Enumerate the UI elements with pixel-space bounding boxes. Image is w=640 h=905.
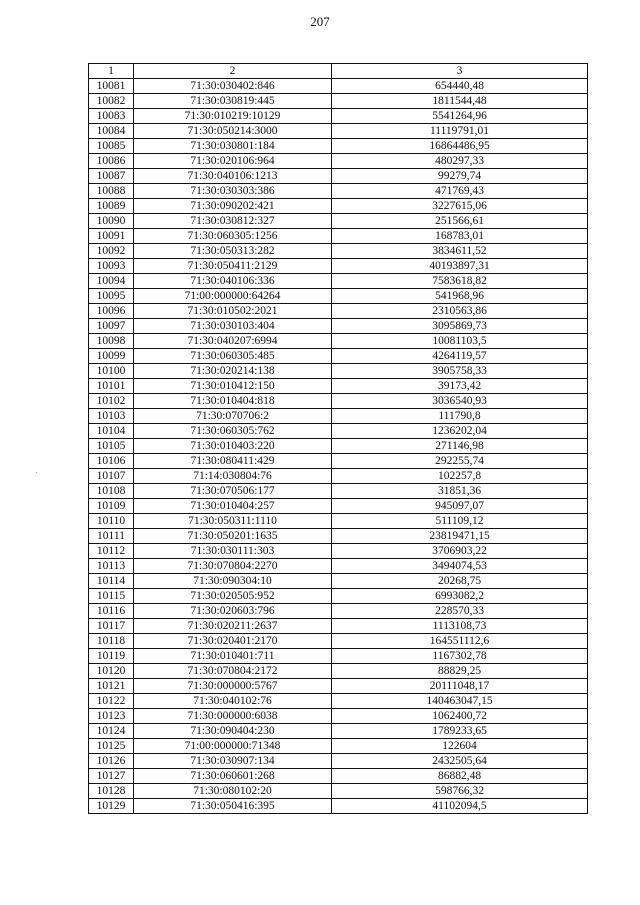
value-cell: 3706903,22 [332,544,588,559]
value-cell: 1789233,65 [332,724,588,739]
table-row [89,319,588,334]
column-header-1: 1 [89,64,134,79]
cadastral-number-cell: 71:30:070804:2172 [134,664,332,679]
table-row [89,604,588,619]
value-cell: 654440,48 [332,79,588,94]
row-number-cell: 10102 [89,394,134,409]
table-row [89,754,588,769]
table-row [89,484,588,499]
table-row [89,94,588,109]
value-cell: 3905758,33 [332,364,588,379]
value-cell: 16864486,95 [332,139,588,154]
table-row [89,289,588,304]
value-cell: 140463047,15 [332,694,588,709]
cadastral-number-cell: 71:30:090304:10 [134,574,332,589]
row-number-cell: 10085 [89,139,134,154]
value-cell: 41102094,5 [332,799,588,814]
value-cell: 6993082,2 [332,589,588,604]
row-number-cell: 10121 [89,679,134,694]
row-number-cell: 10123 [89,709,134,724]
row-number-cell: 10107 [89,469,134,484]
row-number-cell: 10128 [89,784,134,799]
table-row [89,394,588,409]
cadastral-number-cell: 71:30:050416:395 [134,799,332,814]
value-cell: 31851,36 [332,484,588,499]
value-cell: 2310563,86 [332,304,588,319]
value-cell: 1236202,04 [332,424,588,439]
row-number-cell: 10120 [89,664,134,679]
cadastral-number-cell: 71:30:050311:1110 [134,514,332,529]
table-row [89,724,588,739]
table-row [89,679,588,694]
value-cell: 40193897,31 [332,259,588,274]
cadastral-number-cell: 71:30:000000:5767 [134,679,332,694]
row-number-cell: 10106 [89,454,134,469]
table-row [89,139,588,154]
value-cell: 598766,32 [332,784,588,799]
table-row [89,274,588,289]
cadastral-number-cell: 71:30:010403:220 [134,439,332,454]
value-cell: 99279,74 [332,169,588,184]
cadastral-number-cell: 71:30:060305:1256 [134,229,332,244]
table-row [89,364,588,379]
cadastral-number-cell: 71:30:040102:76 [134,694,332,709]
row-number-cell: 10117 [89,619,134,634]
value-cell: 39173,42 [332,379,588,394]
value-cell: 1062400,72 [332,709,588,724]
cadastral-number-cell: 71:30:030402:846 [134,79,332,94]
value-cell: 86882,48 [332,769,588,784]
table-row [89,169,588,184]
cadastral-number-cell: 71:30:000000:6038 [134,709,332,724]
row-number-cell: 10108 [89,484,134,499]
value-cell: 20268,75 [332,574,588,589]
cadastral-number-cell: 71:00:000000:64264 [134,289,332,304]
table-row [89,784,588,799]
table-header-row [89,64,588,79]
table-row [89,439,588,454]
cadastral-number-cell: 71:30:060601:268 [134,769,332,784]
table-row [89,379,588,394]
value-cell: 3036540,93 [332,394,588,409]
cadastral-number-cell: 71:30:020505:952 [134,589,332,604]
cadastral-number-cell: 71:30:030907:134 [134,754,332,769]
row-number-cell: 10124 [89,724,134,739]
cadastral-number-cell: 71:30:080411:429 [134,454,332,469]
cadastral-number-cell: 71:30:050214:3000 [134,124,332,139]
row-number-cell: 10091 [89,229,134,244]
value-cell: 3227615,06 [332,199,588,214]
table-row [89,349,588,364]
value-cell: 480297,33 [332,154,588,169]
table-row [89,184,588,199]
table-row [89,769,588,784]
value-cell: 11119791,01 [332,124,588,139]
value-cell: 271146,98 [332,439,588,454]
cadastral-number-cell: 71:30:060305:762 [134,424,332,439]
value-cell: 164551112,6 [332,634,588,649]
row-number-cell: 10092 [89,244,134,259]
value-cell: 1113108,73 [332,619,588,634]
table-row [89,694,588,709]
row-number-cell: 10125 [89,739,134,754]
value-cell: 228570,33 [332,604,588,619]
table-row [89,454,588,469]
row-number-cell: 10100 [89,364,134,379]
cadastral-number-cell: 71:30:020211:2637 [134,619,332,634]
page-number: 207 [310,14,330,29]
row-number-cell: 10087 [89,169,134,184]
value-cell: 1167302,78 [332,649,588,664]
row-number-cell: 10118 [89,634,134,649]
value-cell: 292255,74 [332,454,588,469]
cadastral-number-cell: 71:30:050313:282 [134,244,332,259]
cadastral-number-cell: 71:30:090202:421 [134,199,332,214]
cadastral-number-cell: 71:14:030804:76 [134,469,332,484]
row-number-cell: 10101 [89,379,134,394]
column-header-3: 3 [332,64,588,79]
cadastral-number-cell: 71:30:040106:336 [134,274,332,289]
row-number-cell: 10119 [89,649,134,664]
table-row [89,799,588,814]
table-row [89,424,588,439]
row-number-cell: 10114 [89,574,134,589]
table-row [89,124,588,139]
value-cell: 3095869,73 [332,319,588,334]
cadastral-number-cell: 71:30:030111:303 [134,544,332,559]
row-number-cell: 10096 [89,304,134,319]
value-cell: 251566,61 [332,214,588,229]
row-number-cell: 10097 [89,319,134,334]
value-cell: 541968,96 [332,289,588,304]
cadastral-number-cell: 71:30:010404:818 [134,394,332,409]
table-row [89,499,588,514]
scan-speck [36,472,37,473]
table-row [89,469,588,484]
cadastral-number-cell: 71:30:010502:2021 [134,304,332,319]
table-row [89,199,588,214]
value-cell: 122604 [332,739,588,754]
table-row [89,574,588,589]
table-row [89,739,588,754]
table-row [89,664,588,679]
table-row [89,304,588,319]
cadastral-number-cell: 71:30:030819:445 [134,94,332,109]
cadastral-number-cell: 71:30:070804:2270 [134,559,332,574]
cadastral-number-cell: 71:30:010404:257 [134,499,332,514]
table-row [89,544,588,559]
row-number-cell: 10122 [89,694,134,709]
row-number-cell: 10093 [89,259,134,274]
value-cell: 168783,01 [332,229,588,244]
cadastral-number-cell: 71:30:050201:1635 [134,529,332,544]
table-row [89,649,588,664]
value-cell: 5541264,96 [332,109,588,124]
table-row [89,619,588,634]
cadastral-number-cell: 71:30:020106:964 [134,154,332,169]
table-row [89,109,588,124]
table-row [89,229,588,244]
row-number-cell: 10112 [89,544,134,559]
cadastral-number-cell: 71:30:020603:796 [134,604,332,619]
value-cell: 111790,8 [332,409,588,424]
table-row [89,409,588,424]
row-number-cell: 10089 [89,199,134,214]
table-row [89,259,588,274]
value-cell: 511109,12 [332,514,588,529]
value-cell: 3834611,52 [332,244,588,259]
table-row [89,214,588,229]
cadastral-number-cell: 71:30:060305:485 [134,349,332,364]
cadastral-number-cell: 71:30:040207:6994 [134,334,332,349]
value-cell: 7583618,82 [332,274,588,289]
row-number-cell: 10116 [89,604,134,619]
cadastral-number-cell: 71:30:020214:138 [134,364,332,379]
table-row [89,709,588,724]
cadastral-number-cell: 71:30:030812:327 [134,214,332,229]
value-cell: 20111048,17 [332,679,588,694]
row-number-cell: 10090 [89,214,134,229]
cadastral-number-cell: 71:30:050411:2129 [134,259,332,274]
row-number-cell: 10113 [89,559,134,574]
row-number-cell: 10103 [89,409,134,424]
data-table [88,63,588,814]
table-body [89,79,588,814]
value-cell: 945097,07 [332,499,588,514]
row-number-cell: 10105 [89,439,134,454]
table-row [89,334,588,349]
value-cell: 88829,25 [332,664,588,679]
row-number-cell: 10094 [89,274,134,289]
row-number-cell: 10083 [89,109,134,124]
value-cell: 102257,8 [332,469,588,484]
row-number-cell: 10081 [89,79,134,94]
cadastral-number-cell: 71:30:020401:2170 [134,634,332,649]
row-number-cell: 10086 [89,154,134,169]
value-cell: 10081103,5 [332,334,588,349]
cadastral-number-cell: 71:30:010401:711 [134,649,332,664]
value-cell: 23819471,15 [332,529,588,544]
row-number-cell: 10104 [89,424,134,439]
column-header-2: 2 [134,64,332,79]
row-number-cell: 10109 [89,499,134,514]
cadastral-number-cell: 71:30:010412:150 [134,379,332,394]
value-cell: 471769,43 [332,184,588,199]
row-number-cell: 10127 [89,769,134,784]
value-cell: 1811544,48 [332,94,588,109]
cadastral-number-cell: 71:30:090404:230 [134,724,332,739]
row-number-cell: 10110 [89,514,134,529]
row-number-cell: 10098 [89,334,134,349]
table-row [89,634,588,649]
table-row [89,589,588,604]
cadastral-number-cell: 71:30:030303:386 [134,184,332,199]
row-number-cell: 10111 [89,529,134,544]
cadastral-number-cell: 71:30:040106:1213 [134,169,332,184]
value-cell: 4264119,57 [332,349,588,364]
cadastral-number-cell: 71:30:070706:2 [134,409,332,424]
row-number-cell: 10115 [89,589,134,604]
cadastral-number-cell: 71:30:030801:184 [134,139,332,154]
table-row [89,79,588,94]
row-number-cell: 10095 [89,289,134,304]
row-number-cell: 10099 [89,349,134,364]
table-row [89,514,588,529]
row-number-cell: 10088 [89,184,134,199]
value-cell: 2432505,64 [332,754,588,769]
cadastral-number-cell: 71:30:080102:20 [134,784,332,799]
value-cell: 3494074,53 [332,559,588,574]
row-number-cell: 10084 [89,124,134,139]
cadastral-number-cell: 71:30:070506:177 [134,484,332,499]
cadastral-number-cell: 71:00:000000:71348 [134,739,332,754]
row-number-cell: 10082 [89,94,134,109]
table-row [89,154,588,169]
table-row [89,559,588,574]
row-number-cell: 10126 [89,754,134,769]
table-row [89,529,588,544]
cadastral-number-cell: 71:30:030103:404 [134,319,332,334]
cadastral-number-cell: 71:30:010219:10129 [134,109,332,124]
table-row [89,244,588,259]
row-number-cell: 10129 [89,799,134,814]
